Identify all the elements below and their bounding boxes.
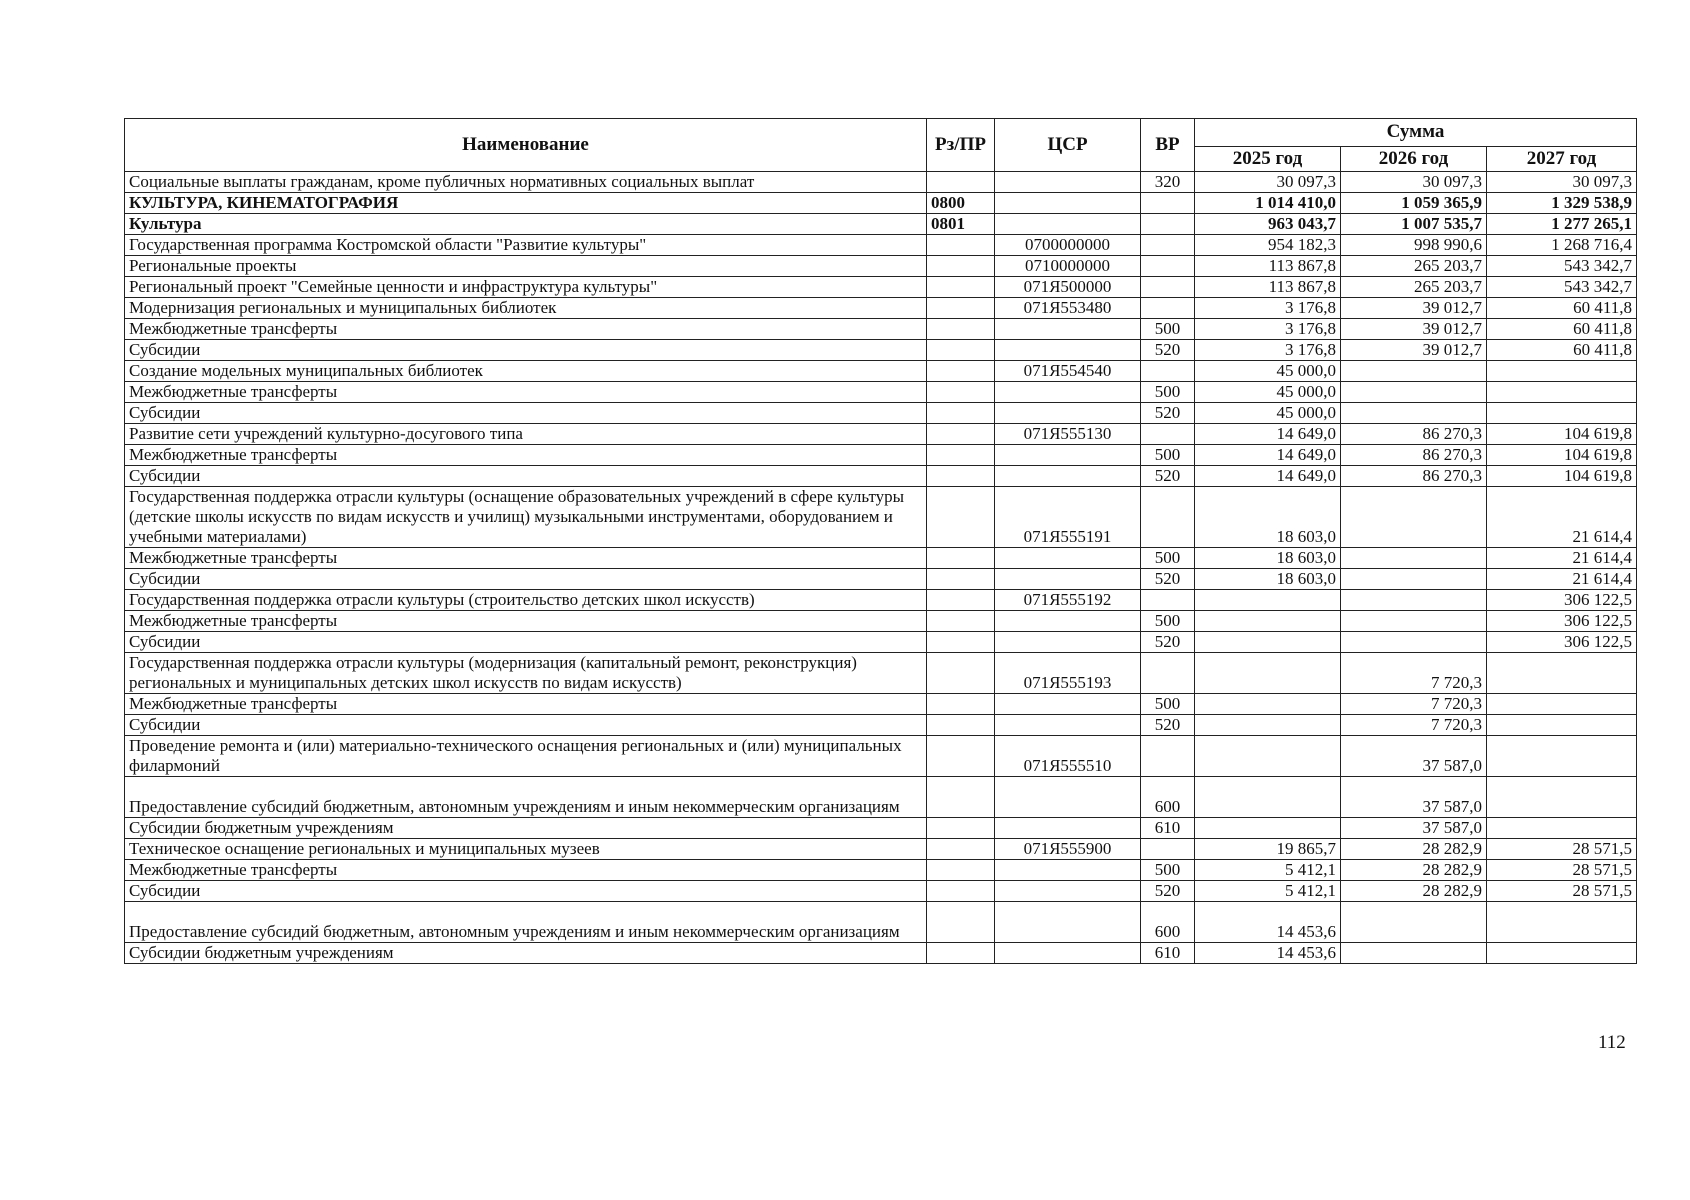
row-2027-cell: [1487, 777, 1637, 818]
row-2025-cell: 1 014 410,0: [1195, 193, 1341, 214]
row-2025-cell: [1195, 736, 1341, 777]
row-csr-cell: [995, 445, 1141, 466]
row-name-cell: Межбюджетные трансферты: [125, 611, 927, 632]
row-rzpr-cell: [927, 361, 995, 382]
row-2025-cell: 3 176,8: [1195, 319, 1341, 340]
row-name-cell: Межбюджетные трансферты: [125, 445, 927, 466]
row-2025-cell: 113 867,8: [1195, 277, 1341, 298]
row-2027-cell: 104 619,8: [1487, 424, 1637, 445]
row-csr-cell: [995, 340, 1141, 361]
row-name-cell: Культура: [125, 214, 927, 235]
table-row: [125, 466, 1637, 487]
row-vr-cell: 520: [1141, 340, 1195, 361]
row-2025-cell: 3 176,8: [1195, 298, 1341, 319]
row-2027-cell: 1 277 265,1: [1487, 214, 1637, 235]
row-rzpr-cell: [927, 466, 995, 487]
table-row: [125, 694, 1637, 715]
row-vr-cell: [1141, 590, 1195, 611]
header-rzpr: Рз/ПР: [927, 119, 995, 172]
row-2026-cell: [1341, 943, 1487, 964]
row-name-cell: Предоставление субсидий бюджетным, автономным учреждениям и иным некоммерческим организациям: [125, 777, 927, 818]
table-row: [125, 361, 1637, 382]
row-2027-cell: [1487, 715, 1637, 736]
row-rzpr-cell: 0801: [927, 214, 995, 235]
row-2025-cell: 14 649,0: [1195, 466, 1341, 487]
table-row: [125, 214, 1637, 235]
header-year-2026: 2026 год: [1341, 146, 1487, 171]
table-row: [125, 590, 1637, 611]
row-csr-cell: [995, 193, 1141, 214]
row-2027-cell: [1487, 736, 1637, 777]
row-2026-cell: 86 270,3: [1341, 424, 1487, 445]
row-vr-cell: 520: [1141, 466, 1195, 487]
row-vr-cell: [1141, 277, 1195, 298]
row-rzpr-cell: [927, 319, 995, 340]
row-2026-cell: [1341, 902, 1487, 943]
table-row: [125, 445, 1637, 466]
row-2027-cell: 30 097,3: [1487, 172, 1637, 193]
row-2027-cell: 104 619,8: [1487, 466, 1637, 487]
row-2026-cell: 37 587,0: [1341, 777, 1487, 818]
row-2026-cell: 37 587,0: [1341, 736, 1487, 777]
row-rzpr-cell: [927, 881, 995, 902]
table-row: [125, 424, 1637, 445]
row-name-cell: Субсидии: [125, 632, 927, 653]
row-csr-cell: [995, 382, 1141, 403]
row-csr-cell: [995, 214, 1141, 235]
row-rzpr-cell: [927, 382, 995, 403]
row-vr-cell: 520: [1141, 569, 1195, 590]
row-csr-cell: [995, 403, 1141, 424]
row-vr-cell: [1141, 298, 1195, 319]
row-2027-cell: 28 571,5: [1487, 839, 1637, 860]
table-row: [125, 172, 1637, 193]
row-name-cell: КУЛЬТУРА, КИНЕМАТОГРАФИЯ: [125, 193, 927, 214]
row-2025-cell: 30 097,3: [1195, 172, 1341, 193]
table-row: [125, 839, 1637, 860]
row-2027-cell: 28 571,5: [1487, 881, 1637, 902]
row-csr-cell: [995, 548, 1141, 569]
row-2026-cell: 7 720,3: [1341, 694, 1487, 715]
row-2027-cell: 543 342,7: [1487, 256, 1637, 277]
page-number: 112: [1598, 1032, 1626, 1053]
row-name-cell: Государственная программа Костромской области "Развитие культуры": [125, 235, 927, 256]
table-row: [125, 611, 1637, 632]
row-name-cell: Субсидии: [125, 569, 927, 590]
row-csr-cell: 071Я500000: [995, 277, 1141, 298]
row-2027-cell: [1487, 403, 1637, 424]
row-name-cell: Региональные проекты: [125, 256, 927, 277]
row-2026-cell: 998 990,6: [1341, 235, 1487, 256]
row-2026-cell: 265 203,7: [1341, 277, 1487, 298]
row-2025-cell: 45 000,0: [1195, 361, 1341, 382]
table-row: [125, 632, 1637, 653]
row-vr-cell: 320: [1141, 172, 1195, 193]
row-2026-cell: [1341, 569, 1487, 590]
row-vr-cell: [1141, 653, 1195, 694]
row-2026-cell: 86 270,3: [1341, 445, 1487, 466]
row-name-cell: Развитие сети учреждений культурно-досугового типа: [125, 424, 927, 445]
row-2026-cell: [1341, 548, 1487, 569]
row-rzpr-cell: [927, 424, 995, 445]
row-vr-cell: [1141, 736, 1195, 777]
row-rzpr-cell: [927, 632, 995, 653]
row-2027-cell: [1487, 653, 1637, 694]
row-2025-cell: [1195, 715, 1341, 736]
table-row: [125, 548, 1637, 569]
row-2025-cell: 14 453,6: [1195, 943, 1341, 964]
table-row: [125, 569, 1637, 590]
row-name-cell: Субсидии: [125, 340, 927, 361]
row-rzpr-cell: [927, 235, 995, 256]
row-csr-cell: 0700000000: [995, 235, 1141, 256]
row-csr-cell: [995, 694, 1141, 715]
table-body: [125, 172, 1637, 964]
row-rzpr-cell: [927, 445, 995, 466]
table-row: [125, 736, 1637, 777]
row-2026-cell: 28 282,9: [1341, 839, 1487, 860]
row-2026-cell: 30 097,3: [1341, 172, 1487, 193]
row-vr-cell: 500: [1141, 548, 1195, 569]
row-2026-cell: [1341, 632, 1487, 653]
table-row: [125, 277, 1637, 298]
row-2026-cell: 28 282,9: [1341, 881, 1487, 902]
row-vr-cell: 520: [1141, 403, 1195, 424]
row-csr-cell: [995, 172, 1141, 193]
row-2025-cell: 19 865,7: [1195, 839, 1341, 860]
row-2026-cell: 1 007 535,7: [1341, 214, 1487, 235]
table-row: [125, 382, 1637, 403]
row-2026-cell: [1341, 590, 1487, 611]
row-vr-cell: 520: [1141, 632, 1195, 653]
row-2026-cell: [1341, 487, 1487, 548]
table-row: [125, 256, 1637, 277]
row-csr-cell: [995, 466, 1141, 487]
row-csr-cell: [995, 818, 1141, 839]
row-2026-cell: [1341, 361, 1487, 382]
row-2027-cell: [1487, 361, 1637, 382]
row-2026-cell: 265 203,7: [1341, 256, 1487, 277]
row-name-cell: Межбюджетные трансферты: [125, 860, 927, 881]
row-2026-cell: 28 282,9: [1341, 860, 1487, 881]
row-2027-cell: 21 614,4: [1487, 569, 1637, 590]
row-2026-cell: 39 012,7: [1341, 298, 1487, 319]
row-name-cell: Техническое оснащение региональных и муниципальных музеев: [125, 839, 927, 860]
table-row: [125, 340, 1637, 361]
row-vr-cell: 500: [1141, 319, 1195, 340]
row-csr-cell: [995, 902, 1141, 943]
row-2025-cell: 45 000,0: [1195, 382, 1341, 403]
budget-table: [124, 118, 1637, 964]
row-name-cell: Межбюджетные трансферты: [125, 548, 927, 569]
row-2026-cell: 37 587,0: [1341, 818, 1487, 839]
row-2026-cell: [1341, 382, 1487, 403]
row-vr-cell: 500: [1141, 445, 1195, 466]
row-vr-cell: [1141, 487, 1195, 548]
table-row: [125, 943, 1637, 964]
row-2025-cell: [1195, 818, 1341, 839]
row-rzpr-cell: [927, 653, 995, 694]
header-name: Наименование: [125, 119, 927, 172]
row-name-cell: Предоставление субсидий бюджетным, автономным учреждениям и иным некоммерческим организациям: [125, 902, 927, 943]
row-name-cell: Межбюджетные трансферты: [125, 694, 927, 715]
row-2027-cell: [1487, 818, 1637, 839]
row-2027-cell: [1487, 382, 1637, 403]
row-name-cell: Социальные выплаты гражданам, кроме публичных нормативных социальных выплат: [125, 172, 927, 193]
row-vr-cell: 600: [1141, 902, 1195, 943]
row-vr-cell: 610: [1141, 943, 1195, 964]
row-csr-cell: [995, 943, 1141, 964]
row-2027-cell: [1487, 694, 1637, 715]
row-name-cell: Проведение ремонта и (или) материально-технического оснащения региональных и (или) муниципальных филармоний: [125, 736, 927, 777]
row-2027-cell: 1 329 538,9: [1487, 193, 1637, 214]
row-rzpr-cell: [927, 902, 995, 943]
table-row: [125, 403, 1637, 424]
row-name-cell: Субсидии бюджетным учреждениям: [125, 818, 927, 839]
row-2026-cell: 39 012,7: [1341, 319, 1487, 340]
row-2025-cell: [1195, 653, 1341, 694]
row-rzpr-cell: [927, 487, 995, 548]
row-2025-cell: 45 000,0: [1195, 403, 1341, 424]
row-vr-cell: [1141, 839, 1195, 860]
row-name-cell: Межбюджетные трансферты: [125, 319, 927, 340]
row-rzpr-cell: [927, 943, 995, 964]
row-name-cell: Государственная поддержка отрасли культуры (модернизация (капитальный ремонт, реконструкция) региональных и муниципальных детских школ искусств по видам искусств): [125, 653, 927, 694]
row-vr-cell: [1141, 193, 1195, 214]
row-rzpr-cell: [927, 340, 995, 361]
header-vr: ВР: [1141, 119, 1195, 172]
budget-sheet: [124, 118, 1636, 964]
row-2025-cell: [1195, 590, 1341, 611]
row-2027-cell: [1487, 943, 1637, 964]
table-row: [125, 298, 1637, 319]
row-2027-cell: 28 571,5: [1487, 860, 1637, 881]
row-name-cell: Субсидии: [125, 715, 927, 736]
row-2025-cell: 963 043,7: [1195, 214, 1341, 235]
row-vr-cell: 500: [1141, 611, 1195, 632]
row-2025-cell: 5 412,1: [1195, 860, 1341, 881]
row-rzpr-cell: [927, 694, 995, 715]
table-row: [125, 319, 1637, 340]
row-vr-cell: [1141, 256, 1195, 277]
row-name-cell: Государственная поддержка отрасли культуры (оснащение образовательных учреждений в сфере культуры (детские школы искусств по видам искусств и училищ) музыкальными инструментами, оборудованием и учебными материалами): [125, 487, 927, 548]
row-csr-cell: [995, 860, 1141, 881]
row-csr-cell: [995, 881, 1141, 902]
row-rzpr-cell: [927, 777, 995, 818]
row-rzpr-cell: [927, 860, 995, 881]
table-row: [125, 715, 1637, 736]
header-year-2025: 2025 год: [1195, 146, 1341, 171]
row-2025-cell: 14 649,0: [1195, 424, 1341, 445]
row-vr-cell: 500: [1141, 694, 1195, 715]
row-rzpr-cell: [927, 839, 995, 860]
row-rzpr-cell: [927, 548, 995, 569]
row-name-cell: Региональный проект "Семейные ценности и инфраструктура культуры": [125, 277, 927, 298]
row-csr-cell: 071Я555193: [995, 653, 1141, 694]
row-2025-cell: 14 649,0: [1195, 445, 1341, 466]
table-row: [125, 777, 1637, 818]
row-rzpr-cell: [927, 736, 995, 777]
row-csr-cell: 0710000000: [995, 256, 1141, 277]
row-rzpr-cell: [927, 277, 995, 298]
row-2027-cell: 60 411,8: [1487, 340, 1637, 361]
row-csr-cell: 071Я555510: [995, 736, 1141, 777]
row-2025-cell: 113 867,8: [1195, 256, 1341, 277]
header-sum: Сумма: [1195, 119, 1637, 147]
row-rzpr-cell: [927, 256, 995, 277]
row-vr-cell: 500: [1141, 860, 1195, 881]
row-rzpr-cell: [927, 715, 995, 736]
row-vr-cell: 600: [1141, 777, 1195, 818]
row-vr-cell: [1141, 361, 1195, 382]
row-csr-cell: 071Я555191: [995, 487, 1141, 548]
row-2027-cell: 21 614,4: [1487, 487, 1637, 548]
row-2025-cell: 18 603,0: [1195, 548, 1341, 569]
row-rzpr-cell: 0800: [927, 193, 995, 214]
row-2027-cell: [1487, 902, 1637, 943]
row-csr-cell: 071Я555192: [995, 590, 1141, 611]
row-csr-cell: [995, 319, 1141, 340]
table-row: [125, 487, 1637, 548]
row-2027-cell: 60 411,8: [1487, 319, 1637, 340]
row-name-cell: Государственная поддержка отрасли культуры (строительство детских школ искусств): [125, 590, 927, 611]
table-row: [125, 193, 1637, 214]
row-csr-cell: 071Я555130: [995, 424, 1141, 445]
row-name-cell: Создание модельных муниципальных библиотек: [125, 361, 927, 382]
row-csr-cell: [995, 611, 1141, 632]
row-vr-cell: 610: [1141, 818, 1195, 839]
row-2025-cell: [1195, 611, 1341, 632]
row-2026-cell: 7 720,3: [1341, 653, 1487, 694]
row-vr-cell: [1141, 235, 1195, 256]
row-csr-cell: [995, 569, 1141, 590]
row-2026-cell: 1 059 365,9: [1341, 193, 1487, 214]
row-2025-cell: [1195, 777, 1341, 818]
row-name-cell: Межбюджетные трансферты: [125, 382, 927, 403]
table-row: [125, 653, 1637, 694]
row-csr-cell: [995, 777, 1141, 818]
row-2025-cell: 18 603,0: [1195, 487, 1341, 548]
header-year-2027: 2027 год: [1487, 146, 1637, 171]
row-vr-cell: [1141, 424, 1195, 445]
row-2027-cell: 306 122,5: [1487, 590, 1637, 611]
row-name-cell: Субсидии бюджетным учреждениям: [125, 943, 927, 964]
row-2027-cell: 60 411,8: [1487, 298, 1637, 319]
row-2026-cell: [1341, 403, 1487, 424]
row-name-cell: Субсидии: [125, 403, 927, 424]
table-row: [125, 860, 1637, 881]
row-2027-cell: 306 122,5: [1487, 632, 1637, 653]
row-vr-cell: [1141, 214, 1195, 235]
row-csr-cell: 071Я554540: [995, 361, 1141, 382]
row-2025-cell: 14 453,6: [1195, 902, 1341, 943]
row-2027-cell: 543 342,7: [1487, 277, 1637, 298]
row-2026-cell: [1341, 611, 1487, 632]
row-2027-cell: 104 619,8: [1487, 445, 1637, 466]
table-row: [125, 818, 1637, 839]
row-2025-cell: [1195, 694, 1341, 715]
header-csr: ЦСР: [995, 119, 1141, 172]
row-vr-cell: 520: [1141, 881, 1195, 902]
row-vr-cell: 520: [1141, 715, 1195, 736]
row-csr-cell: 071Я553480: [995, 298, 1141, 319]
row-2025-cell: 5 412,1: [1195, 881, 1341, 902]
row-2026-cell: 7 720,3: [1341, 715, 1487, 736]
row-name-cell: Субсидии: [125, 881, 927, 902]
row-rzpr-cell: [927, 298, 995, 319]
row-name-cell: Модернизация региональных и муниципальных библиотек: [125, 298, 927, 319]
row-rzpr-cell: [927, 590, 995, 611]
row-2025-cell: 3 176,8: [1195, 340, 1341, 361]
row-rzpr-cell: [927, 172, 995, 193]
row-rzpr-cell: [927, 403, 995, 424]
row-2027-cell: 21 614,4: [1487, 548, 1637, 569]
row-csr-cell: 071Я555900: [995, 839, 1141, 860]
row-name-cell: Субсидии: [125, 466, 927, 487]
row-2025-cell: 18 603,0: [1195, 569, 1341, 590]
table-row: [125, 902, 1637, 943]
row-2026-cell: 86 270,3: [1341, 466, 1487, 487]
row-rzpr-cell: [927, 818, 995, 839]
row-2026-cell: 39 012,7: [1341, 340, 1487, 361]
row-vr-cell: 500: [1141, 382, 1195, 403]
row-2025-cell: 954 182,3: [1195, 235, 1341, 256]
row-2027-cell: 306 122,5: [1487, 611, 1637, 632]
row-2027-cell: 1 268 716,4: [1487, 235, 1637, 256]
row-2025-cell: [1195, 632, 1341, 653]
table-header: [125, 119, 1637, 172]
row-csr-cell: [995, 632, 1141, 653]
row-rzpr-cell: [927, 611, 995, 632]
table-row: [125, 235, 1637, 256]
row-rzpr-cell: [927, 569, 995, 590]
table-row: [125, 881, 1637, 902]
row-csr-cell: [995, 715, 1141, 736]
